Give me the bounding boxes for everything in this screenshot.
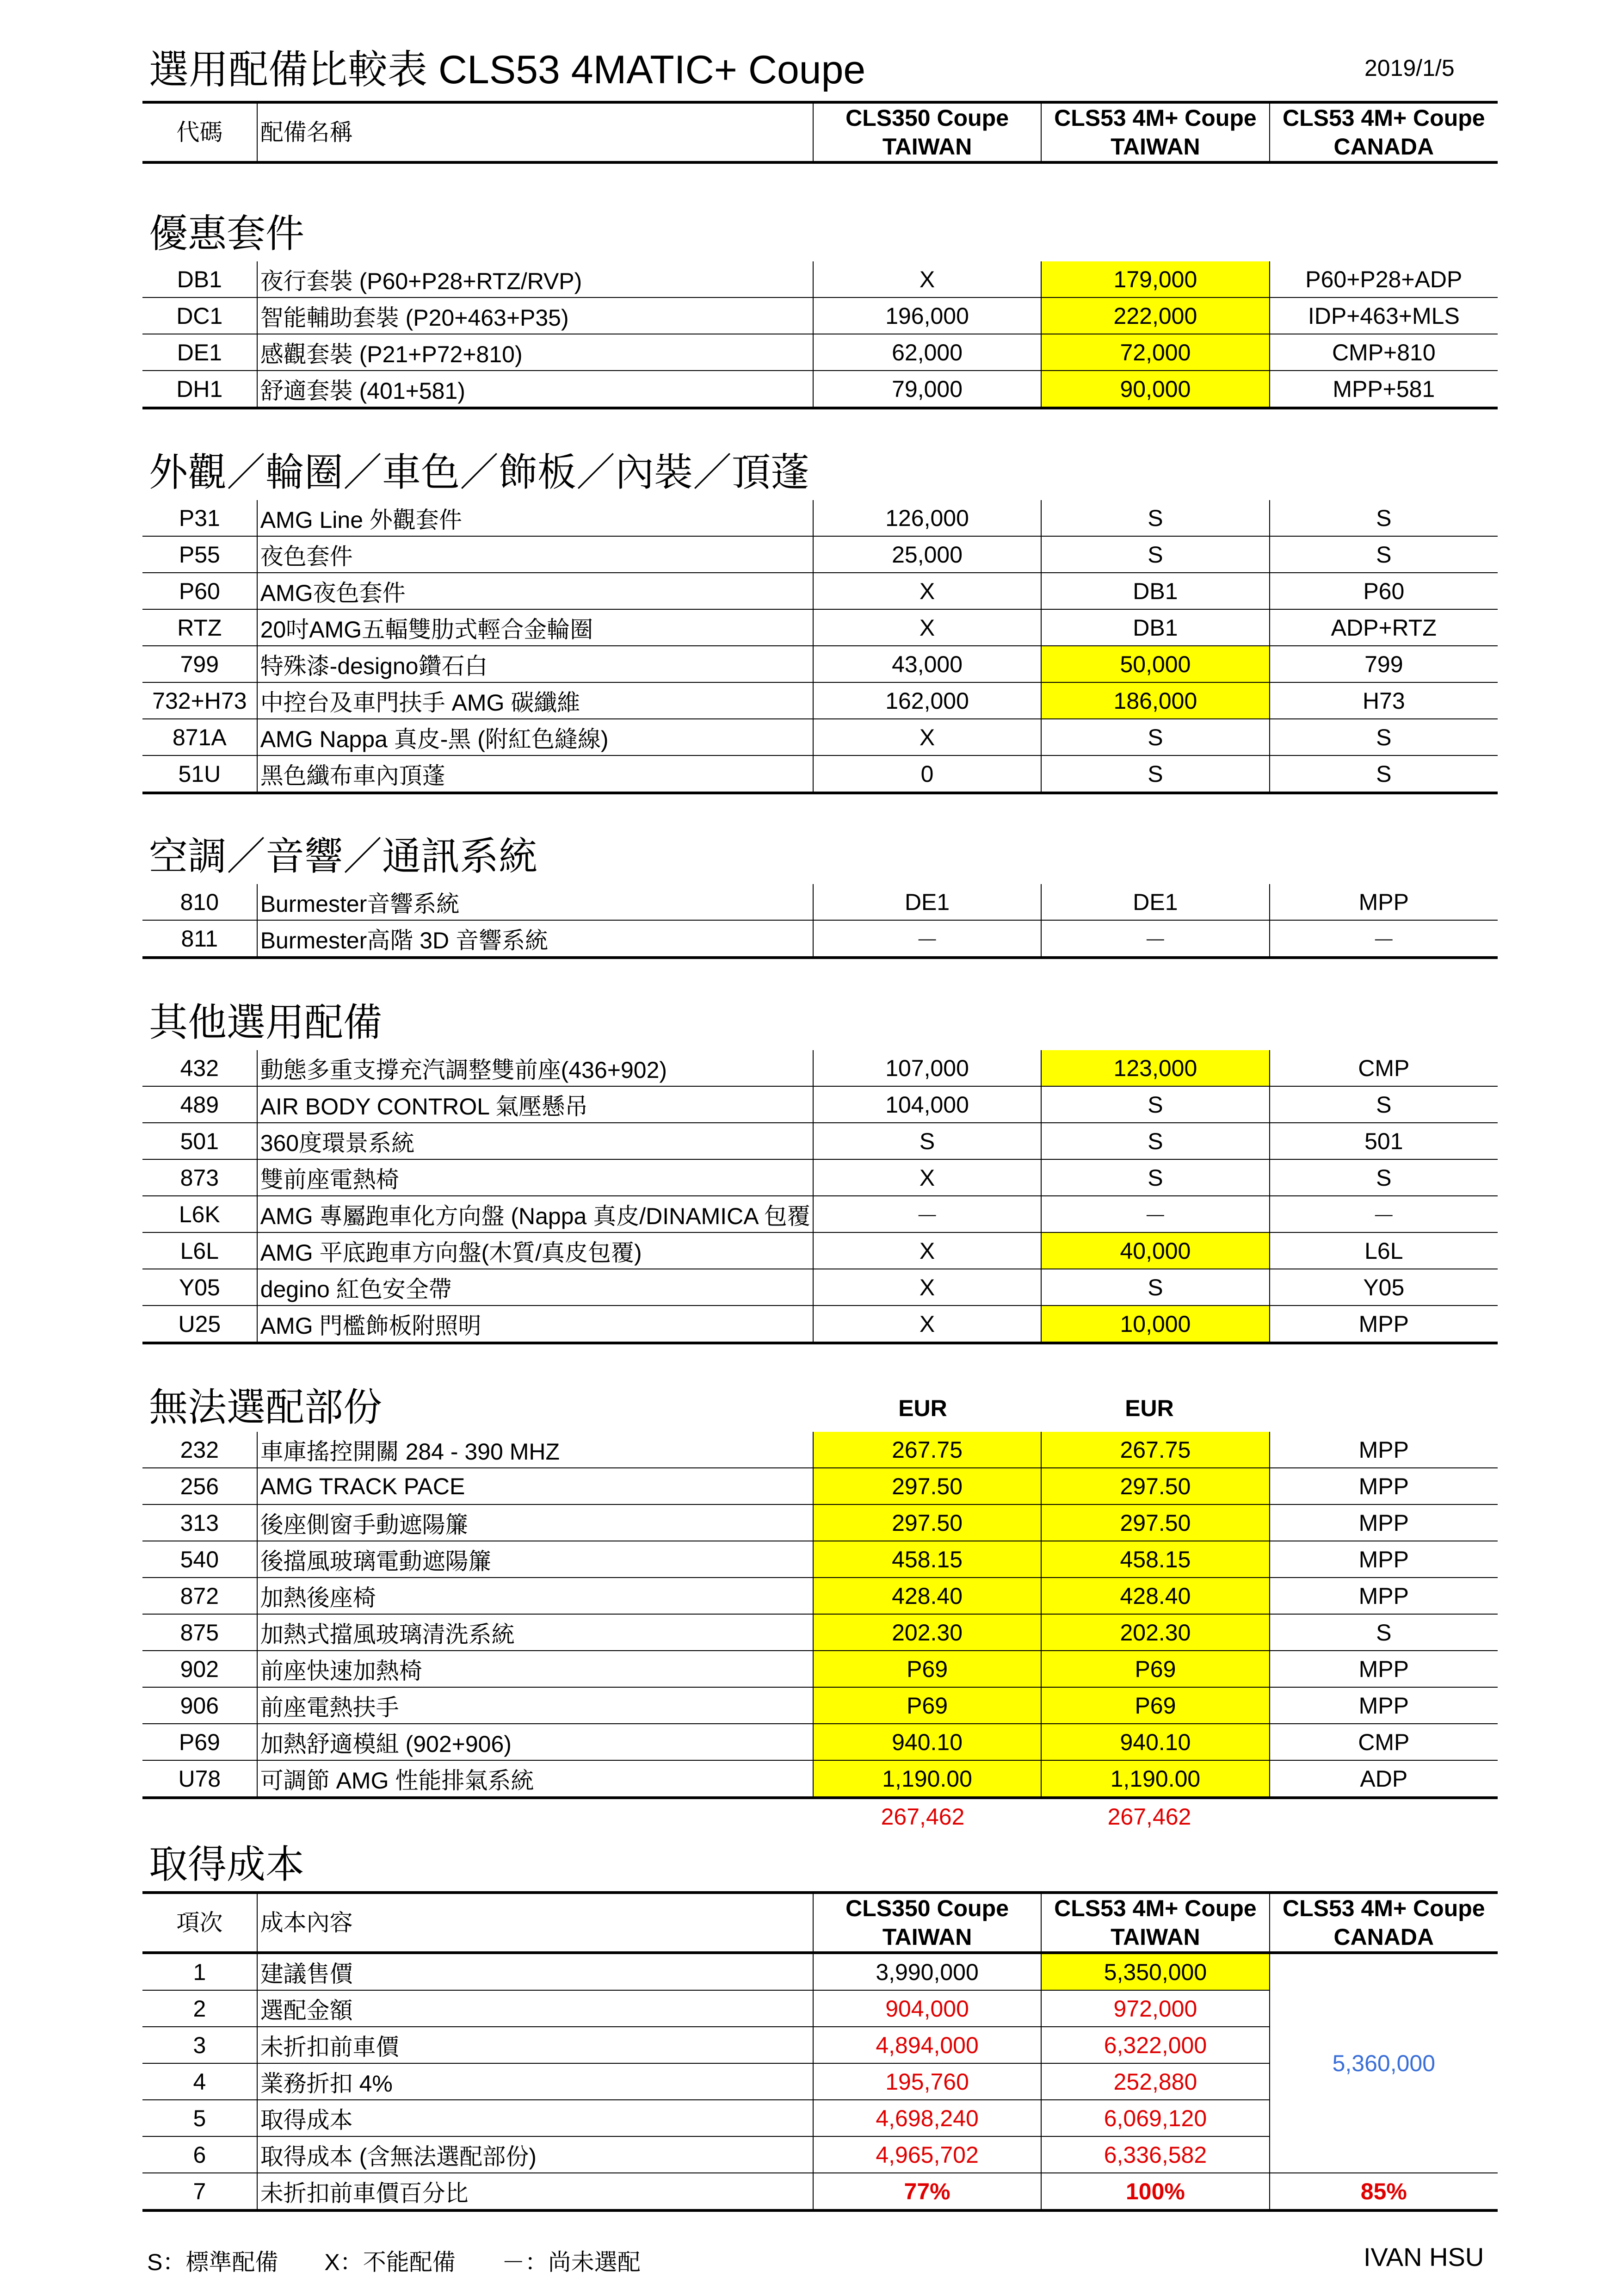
value-col3: L6L <box>1270 1232 1498 1269</box>
table-row <box>142 1541 1498 1578</box>
value-col2: S <box>1041 1269 1269 1306</box>
table-row <box>142 1196 1498 1232</box>
value-col1: 202.30 <box>813 1614 1041 1651</box>
option-name: 夜色套件 <box>257 536 813 573</box>
table-row <box>142 1614 1498 1651</box>
value-col1: 162,000 <box>813 682 1041 719</box>
option-name: 加熱舒適模組 (902+906) <box>257 1724 813 1760</box>
option-name: AMG 門檻飾板附照明 <box>257 1306 813 1343</box>
table-row <box>142 1123 1498 1159</box>
option-name: 雙前座電熱椅 <box>257 1159 813 1196</box>
value-col3: MPP <box>1270 1432 1498 1468</box>
value-col2: DB1 <box>1041 573 1269 609</box>
table-row <box>142 646 1498 682</box>
table-row <box>142 261 1498 297</box>
value-col3: MPP <box>1270 1651 1498 1687</box>
option-name: 加熱式擋風玻璃清洗系統 <box>257 1614 813 1651</box>
percent-col2: 100% <box>1041 2173 1269 2210</box>
table-row <box>142 1687 1498 1724</box>
cost-value-col1: 3,990,000 <box>813 1953 1041 1990</box>
cost-value-col2: 6,336,582 <box>1041 2136 1269 2173</box>
value-col3: S <box>1270 1159 1498 1196</box>
percent-col3: 85% <box>1270 2173 1498 2210</box>
cost-value-col1: 4,894,000 <box>813 2027 1041 2063</box>
option-code: DH1 <box>142 371 257 408</box>
option-name: 前座快速加熱椅 <box>257 1651 813 1687</box>
value-col3: S <box>1270 755 1498 793</box>
cost-value-col2: 252,880 <box>1041 2063 1269 2100</box>
cost-value-col1: 4,698,240 <box>813 2100 1041 2136</box>
option-code: 875 <box>142 1614 257 1651</box>
cost-value-col2: 5,350,000 <box>1041 1953 1269 1990</box>
value-col2: 297.50 <box>1041 1504 1269 1541</box>
option-code: 799 <box>142 646 257 682</box>
value-col2: 202.30 <box>1041 1614 1269 1651</box>
option-code: RTZ <box>142 609 257 646</box>
value-col2: 10,000 <box>1041 1306 1269 1343</box>
value-col1: － <box>813 1196 1041 1232</box>
value-col2: S <box>1041 1159 1269 1196</box>
value-col2: DB1 <box>1041 609 1269 646</box>
cost-item-name: 業務折扣 4% <box>257 2063 813 2100</box>
value-col1: 1,190.00 <box>813 1760 1041 1798</box>
option-name: Burmester音響系統 <box>257 884 813 920</box>
cost-header-col1: CLS350 Coupe TAIWAN <box>813 1893 1041 1953</box>
cost-header-col2: CLS53 4M+ Coupe TAIWAN <box>1041 1893 1269 1953</box>
option-name: degino 紅色安全帶 <box>257 1269 813 1306</box>
option-code: P31 <box>142 500 257 536</box>
table-row <box>142 1232 1498 1269</box>
option-name: 360度環景系統 <box>257 1123 813 1159</box>
value-col2: S <box>1041 536 1269 573</box>
value-col2: － <box>1041 920 1269 958</box>
value-col3: MPP <box>1270 1687 1498 1724</box>
cost-header-name: 成本內容 <box>257 1893 813 1953</box>
table-row <box>142 1468 1498 1504</box>
value-col1: 126,000 <box>813 500 1041 536</box>
table-row <box>142 755 1498 793</box>
author: IVAN HSU <box>1364 2242 1484 2271</box>
value-col2: － <box>1041 1196 1269 1232</box>
table-row <box>142 573 1498 609</box>
value-col1: 267.75 <box>813 1432 1041 1468</box>
option-name: 20吋AMG五輻雙肋式輕合金輪圈 <box>257 609 813 646</box>
table-row <box>142 1086 1498 1123</box>
option-name: AMG 專屬跑車化方向盤 (Nappa 真皮/DINAMICA 包覆 <box>257 1196 813 1232</box>
value-col3: P60+P28+ADP <box>1270 261 1498 297</box>
table-row <box>142 1504 1498 1541</box>
percent-row <box>142 2173 1498 2210</box>
table-row <box>142 884 1498 920</box>
value-col2: S <box>1041 719 1269 755</box>
value-col2: 1,190.00 <box>1041 1760 1269 1798</box>
canada-cost-value: 5,360,000 <box>1270 1953 1498 2173</box>
cost-item-number: 3 <box>142 2027 257 2063</box>
cost-item-number: 5 <box>142 2100 257 2136</box>
value-col3: MPP <box>1270 884 1498 920</box>
cost-value-col2: 6,069,120 <box>1041 2100 1269 2136</box>
cost-item-name: 取得成本 <box>257 2100 813 2136</box>
value-col2: 90,000 <box>1041 371 1269 408</box>
exterior-table <box>142 500 1498 794</box>
value-col2: 267.75 <box>1041 1432 1269 1468</box>
option-code: 432 <box>142 1050 257 1086</box>
audio-table <box>142 884 1498 959</box>
value-col2: 123,000 <box>1041 1050 1269 1086</box>
section-title-audio: 空調／音響／通訊系統 <box>149 835 538 878</box>
cost-value-col1: 904,000 <box>813 1990 1041 2027</box>
option-code: DE1 <box>142 334 257 371</box>
option-code: 873 <box>142 1159 257 1196</box>
cost-value-col2: 6,322,000 <box>1041 2027 1269 2063</box>
cost-item-name: 取得成本 (含無法選配部份) <box>257 2136 813 2173</box>
cost-item-number: 6 <box>142 2136 257 2173</box>
value-col2: P69 <box>1041 1687 1269 1724</box>
option-code: P60 <box>142 573 257 609</box>
value-col2: 186,000 <box>1041 682 1269 719</box>
value-col1: 43,000 <box>813 646 1041 682</box>
percent-col1: 77% <box>813 2173 1041 2210</box>
unavailable-total-col1: 267,462 <box>881 1804 965 1830</box>
option-name: 夜行套裝 (P60+P28+RTZ/RVP) <box>257 261 813 297</box>
option-code: P55 <box>142 536 257 573</box>
option-code: 871A <box>142 719 257 755</box>
table-row <box>142 1760 1498 1798</box>
cost-item-number: 1 <box>142 1953 257 1990</box>
value-col2: 179,000 <box>1041 261 1269 297</box>
header-name: 配備名稱 <box>257 102 813 162</box>
value-col3: S <box>1270 1086 1498 1123</box>
table-row <box>142 1306 1498 1343</box>
value-col2: P69 <box>1041 1651 1269 1687</box>
option-name: 動態多重支撐充汽調整雙前座(436+902) <box>257 1050 813 1086</box>
option-code: 232 <box>142 1432 257 1468</box>
value-col3: MPP <box>1270 1578 1498 1614</box>
column-header-table <box>142 101 1498 164</box>
currency-label-col2: EUR <box>1125 1395 1174 1421</box>
table-row <box>142 1159 1498 1196</box>
cost-value-col1: 195,760 <box>813 2063 1041 2100</box>
option-name: 加熱後座椅 <box>257 1578 813 1614</box>
cost-value-col1: 4,965,702 <box>813 2136 1041 2173</box>
value-col3: S <box>1270 500 1498 536</box>
option-code: 906 <box>142 1687 257 1724</box>
header-col1: CLS350 Coupe TAIWAN <box>813 102 1041 162</box>
value-col1: X <box>813 609 1041 646</box>
value-col1: X <box>813 1269 1041 1306</box>
cost-value-col2: 972,000 <box>1041 1990 1269 2027</box>
table-row <box>142 1432 1498 1468</box>
cost-item-name: 未折扣前車價百分比 <box>257 2173 813 2210</box>
table-row <box>142 297 1498 334</box>
value-col3: MPP+581 <box>1270 371 1498 408</box>
table-row <box>142 500 1498 536</box>
header-col2: CLS53 4M+ Coupe TAIWAN <box>1041 102 1269 162</box>
option-name: AIR BODY CONTROL 氣壓懸吊 <box>257 1086 813 1123</box>
option-code: 872 <box>142 1578 257 1614</box>
table-row <box>142 371 1498 408</box>
cost-header-code: 項次 <box>142 1893 257 1953</box>
value-col1: X <box>813 1159 1041 1196</box>
value-col3: S <box>1270 1614 1498 1651</box>
value-col1: 0 <box>813 755 1041 793</box>
option-code: 732+H73 <box>142 682 257 719</box>
option-code: 501 <box>142 1123 257 1159</box>
option-name: 後擋風玻璃電動遮陽簾 <box>257 1541 813 1578</box>
value-col3: ADP+RTZ <box>1270 609 1498 646</box>
value-col1: X <box>813 1232 1041 1269</box>
value-col1: 428.40 <box>813 1578 1041 1614</box>
section-title-other: 其他選用配備 <box>149 1001 383 1044</box>
value-col3: － <box>1270 1196 1498 1232</box>
value-col2: DE1 <box>1041 884 1269 920</box>
option-code: 540 <box>142 1541 257 1578</box>
option-code: L6L <box>142 1232 257 1269</box>
value-col3: MPP <box>1270 1306 1498 1343</box>
value-col3: 799 <box>1270 646 1498 682</box>
value-col1: 297.50 <box>813 1468 1041 1504</box>
section-title-unavailable: 無法選配部份 <box>149 1386 383 1429</box>
other-options-table <box>142 1050 1498 1344</box>
value-col1: 458.15 <box>813 1541 1041 1578</box>
value-col1: P69 <box>813 1651 1041 1687</box>
option-code: 902 <box>142 1651 257 1687</box>
table-row <box>142 1724 1498 1760</box>
cost-header-row <box>142 1893 1498 1953</box>
cost-item-name: 建議售價 <box>257 1953 813 1990</box>
value-col1: 297.50 <box>813 1504 1041 1541</box>
value-col2: 222,000 <box>1041 297 1269 334</box>
value-col1: DE1 <box>813 884 1041 920</box>
unavailable-table <box>142 1432 1498 1799</box>
value-col1: X <box>813 719 1041 755</box>
section-title-exterior: 外觀／輪圈／車色／飾板／內裝／頂蓬 <box>149 451 810 494</box>
option-code: 313 <box>142 1504 257 1541</box>
option-code: Y05 <box>142 1269 257 1306</box>
option-name: 黑色纖布車內頂蓬 <box>257 755 813 793</box>
value-col3: H73 <box>1270 682 1498 719</box>
option-code: L6K <box>142 1196 257 1232</box>
section-title-discount: 優惠套件 <box>149 212 305 255</box>
table-row <box>142 1578 1498 1614</box>
value-col3: ADP <box>1270 1760 1498 1798</box>
value-col2: 428.40 <box>1041 1578 1269 1614</box>
value-col3: CMP <box>1270 1724 1498 1760</box>
option-code: 256 <box>142 1468 257 1504</box>
option-name: 特殊漆-designo鑽石白 <box>257 646 813 682</box>
value-col2: S <box>1041 500 1269 536</box>
table-row <box>142 536 1498 573</box>
cost-item-number: 2 <box>142 1990 257 2027</box>
header-col3: CLS53 4M+ Coupe CANADA <box>1270 102 1498 162</box>
option-code: DB1 <box>142 261 257 297</box>
table-row <box>142 1269 1498 1306</box>
value-col3: S <box>1270 536 1498 573</box>
cost-table <box>142 1891 1498 2212</box>
option-name: 智能輔助套裝 (P20+463+P35) <box>257 297 813 334</box>
value-col1: S <box>813 1123 1041 1159</box>
option-name: Burmester高階 3D 音響系統 <box>257 920 813 958</box>
value-col3: Y05 <box>1270 1269 1498 1306</box>
currency-label-col1: EUR <box>898 1395 947 1421</box>
value-col2: S <box>1041 755 1269 793</box>
option-name: AMG夜色套件 <box>257 573 813 609</box>
table-row <box>142 719 1498 755</box>
value-col1: 79,000 <box>813 371 1041 408</box>
value-col3: CMP+810 <box>1270 334 1498 371</box>
legend: S：標準配備 X：不能配備 －：尚未選配 <box>147 2249 641 2275</box>
value-col2: 297.50 <box>1041 1468 1269 1504</box>
value-col2: S <box>1041 1086 1269 1123</box>
option-name: 可調節 AMG 性能排氣系統 <box>257 1760 813 1798</box>
value-col1: 940.10 <box>813 1724 1041 1760</box>
option-code: 489 <box>142 1086 257 1123</box>
value-col3: MPP <box>1270 1504 1498 1541</box>
value-col1: 25,000 <box>813 536 1041 573</box>
value-col1: 104,000 <box>813 1086 1041 1123</box>
cost-item-name: 選配金額 <box>257 1990 813 2027</box>
option-name: 車庫搖控開關 284 - 390 MHZ <box>257 1432 813 1468</box>
table-row <box>142 682 1498 719</box>
value-col1: 196,000 <box>813 297 1041 334</box>
value-col3: 501 <box>1270 1123 1498 1159</box>
value-col1: X <box>813 573 1041 609</box>
unavailable-total-col2: 267,462 <box>1107 1804 1191 1830</box>
option-name: 感觀套裝 (P21+P72+810) <box>257 334 813 371</box>
option-name: 舒適套裝 (401+581) <box>257 371 813 408</box>
value-col3: － <box>1270 920 1498 958</box>
value-col1: － <box>813 920 1041 958</box>
document-title: 選用配備比較表 CLS53 4MATIC+ Coupe <box>149 48 866 92</box>
table-row <box>142 1651 1498 1687</box>
value-col3: IDP+463+MLS <box>1270 297 1498 334</box>
option-code: 51U <box>142 755 257 793</box>
option-name: 前座電熱扶手 <box>257 1687 813 1724</box>
discount-table <box>142 261 1498 409</box>
value-col2: 458.15 <box>1041 1541 1269 1578</box>
value-col1: 62,000 <box>813 334 1041 371</box>
section-title-cost: 取得成本 <box>149 1843 305 1886</box>
option-name: AMG Line 外觀套件 <box>257 500 813 536</box>
table-row <box>142 609 1498 646</box>
value-col2: 940.10 <box>1041 1724 1269 1760</box>
option-code: 810 <box>142 884 257 920</box>
value-col1: P69 <box>813 1687 1041 1724</box>
table-row <box>142 1050 1498 1086</box>
value-col1: 107,000 <box>813 1050 1041 1086</box>
option-code: P69 <box>142 1724 257 1760</box>
cost-item-number: 4 <box>142 2063 257 2100</box>
option-code: U25 <box>142 1306 257 1343</box>
cost-item-number: 7 <box>142 2173 257 2210</box>
option-name: AMG Nappa 真皮-黑 (附紅色縫線) <box>257 719 813 755</box>
value-col3: MPP <box>1270 1468 1498 1504</box>
cost-header-col3: CLS53 4M+ Coupe CANADA <box>1270 1893 1498 1953</box>
option-code: U78 <box>142 1760 257 1798</box>
option-code: DC1 <box>142 297 257 334</box>
option-name: 後座側窗手動遮陽簾 <box>257 1504 813 1541</box>
value-col2: 50,000 <box>1041 646 1269 682</box>
value-col2: 72,000 <box>1041 334 1269 371</box>
table-row <box>142 1953 1498 1990</box>
header-code: 代碼 <box>142 102 257 162</box>
value-col1: X <box>813 261 1041 297</box>
table-row <box>142 920 1498 958</box>
value-col3: S <box>1270 719 1498 755</box>
value-col3: MPP <box>1270 1541 1498 1578</box>
value-col2: 40,000 <box>1041 1232 1269 1269</box>
option-name: AMG TRACK PACE <box>257 1468 813 1504</box>
cost-item-name: 未折扣前車價 <box>257 2027 813 2063</box>
option-name: AMG 平底跑車方向盤(木質/真皮包覆) <box>257 1232 813 1269</box>
value-col3: CMP <box>1270 1050 1498 1086</box>
table-row <box>142 334 1498 371</box>
option-name: 中控台及車門扶手 AMG 碳纖維 <box>257 682 813 719</box>
value-col1: X <box>813 1306 1041 1343</box>
value-col2: S <box>1041 1123 1269 1159</box>
option-code: 811 <box>142 920 257 958</box>
value-col3: P60 <box>1270 573 1498 609</box>
document-date: 2019/1/5 <box>1364 55 1455 81</box>
